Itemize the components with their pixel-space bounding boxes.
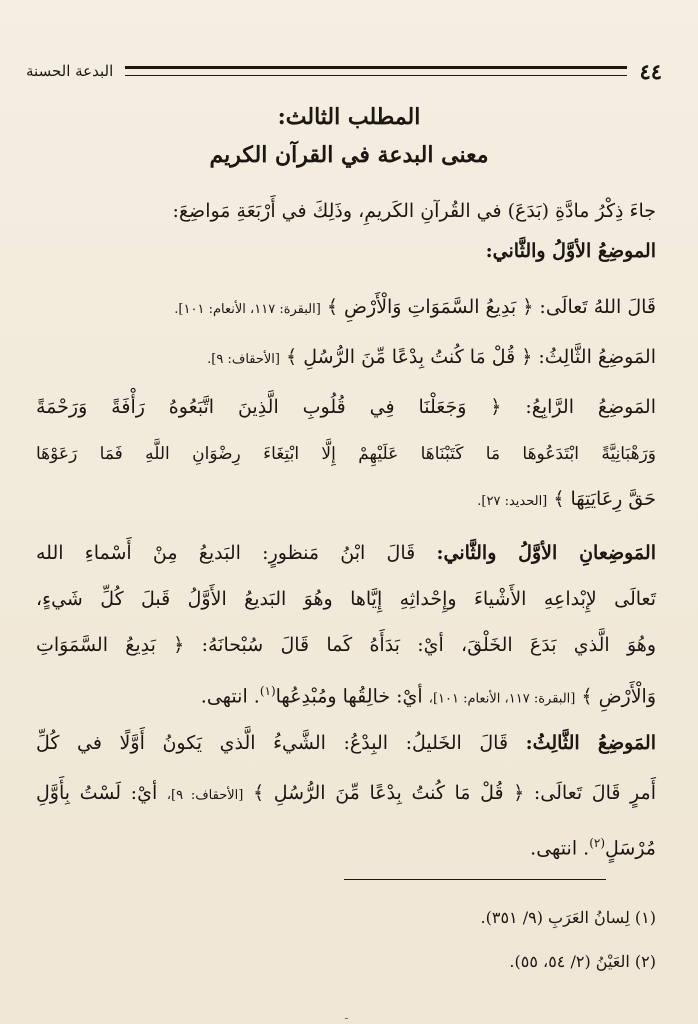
exp3-line-2 (36, 778, 656, 811)
exp3-line-3 (36, 828, 656, 863)
footnote-marker-2[interactable]: (٢) (589, 836, 606, 850)
place4-label: المَوضِعُ الرَّابِعُ: (525, 396, 656, 418)
exp12-ref: [البقرة: ١١٧، الأنعام: ١٠١]، (428, 691, 576, 707)
place4-text-1: ﴿ وَجَعَلْنَا فِي قُلُوبِ الَّذِينَ اتَّبَعُوهُ رَأْفَةً وَرَحْمَةً (36, 396, 502, 418)
exp12-line-2 (36, 584, 656, 614)
exp3-ref: [الأحقاف: ٩]، (166, 788, 244, 803)
intro-text: جاءَ ذِكْرُ مادَّةِ (بَدَعَ) في القُرآنِ الكَريمِ، وذَلِكَ في أَرْبَعَةِ مَواضِعَ: (172, 200, 656, 222)
exp12-label: المَوضِعانِ الأوَّلُ والثَّاني: (436, 542, 656, 564)
exp3-line-1 (36, 728, 656, 758)
exp3-text-1: قَالَ الخَليلُ: البِدْعُ: الشَّيءُ الَّذي يَكونُ أَوَّلًا في كُلِّ (36, 732, 509, 754)
exp12-line-3 (36, 630, 656, 660)
exp12-text-1: قَالَ ابْنُ مَنظورٍ: البَديعُ مِنْ أَسْماءِ الله (36, 542, 416, 564)
page-number: ٤٤ (639, 58, 662, 84)
exp3-text-3b: . انتهى. (530, 837, 590, 860)
section-subtitle: معنى البدعة في القرآن الكريم (209, 142, 489, 168)
footnote-marker-1[interactable]: (١) (259, 684, 276, 698)
place12-text: قَالَ اللهُ تَعالَى: ﴿ بَدِيعُ السَّمَوَاتِ وَالْأَرْضِ ﴾ (326, 296, 656, 318)
exp12-text-2: تَعالَى لإِبْداعِهِ الأَشْياءَ وإِحْداثِهِ إِيَّاها وهُوَ البَديعُ الأَوَّلُ قَبلَ كُلِّ شَيءٍ، (36, 588, 656, 610)
header-rule (125, 66, 627, 76)
footnote-separator (344, 879, 606, 880)
place3-label: المَوضِعُ الثَّالِثُ: (538, 346, 656, 368)
place3-ref: [الأحقاف: ٩]. (207, 352, 280, 367)
exp3-text-2b: أيْ: لَسْتُ بِأَوَّلِ (36, 782, 158, 804)
exp12-line-1 (36, 538, 656, 568)
exp3-text-2a: أَمرٍ قَالَ تَعالَى: ﴿ قُلْ مَا كُنتُ بِدْعًا مِّنَ الرُّسُلِ ﴾ (252, 782, 657, 804)
place4-ref: [الحديد: ٢٧]. (477, 494, 548, 509)
exp12-text-4b: أيْ: خالِقُها ومُبْدِعُها (275, 685, 423, 708)
place4-line-2 (36, 438, 656, 469)
place4-text-2: وَرَهْبَانِيَّةً ابْتَدَعُوهَا مَا كَتَبْنَاهَا عَلَيْهِمْ إِلَّا ابْتِغَاءَ رِضْوَانِ اللَّهِ فَمَا رَعَوْهَا (36, 444, 657, 464)
place12-label: الموضِعُ الأوَّلُ والثَّاني: (485, 240, 656, 262)
exp3-text-3a: مُرْسَلٍ (605, 837, 656, 860)
exp12-text-4a: وَالْأَرْضِ ﴾ (581, 685, 656, 708)
place3-text: ﴿ قُلْ مَا كُنتُ بِدْعًا مِّنَ الرُّسُلِ ﴾ (286, 346, 533, 368)
exp3-label: المَوضِعُ الثَّالِثُ: (525, 732, 656, 754)
place12-heading (36, 236, 656, 266)
page-header (26, 56, 662, 86)
place4-line-1 (36, 392, 656, 422)
footnote-2: (٢) العَيْنُ (٢/ ٥٤، ٥٥). (509, 952, 656, 971)
exp12-text-3: وهُوَ الَّذي بَدَعَ الخَلْقَ، أيْ: بَدَأَهُ كَما قَالَ سُبْحانَهُ: ﴿ بَدِيعُ السَّمَوَاتِ (36, 634, 656, 656)
place3-line (36, 342, 656, 375)
exp12-text-4c: . انتهى. (200, 685, 260, 708)
place12-line (36, 292, 656, 325)
place12-ref: [البقرة: ١١٧، الأنعام: ١٠١]. (174, 302, 321, 317)
bottom-mark: ـ (345, 1011, 348, 1022)
place4-text-3: حَقَّ رِعَايَتِهَا ﴾ (553, 488, 656, 510)
exp12-line-4 (36, 676, 656, 714)
footnote-1: (١) لِسانُ العَرَبِ (٩/ ٣٥١). (480, 908, 656, 927)
section-title: المطلب الثالث: (277, 104, 421, 130)
running-title: البدعة الحسنة (26, 62, 114, 80)
intro-line (36, 196, 656, 226)
place4-line-3 (36, 484, 656, 517)
